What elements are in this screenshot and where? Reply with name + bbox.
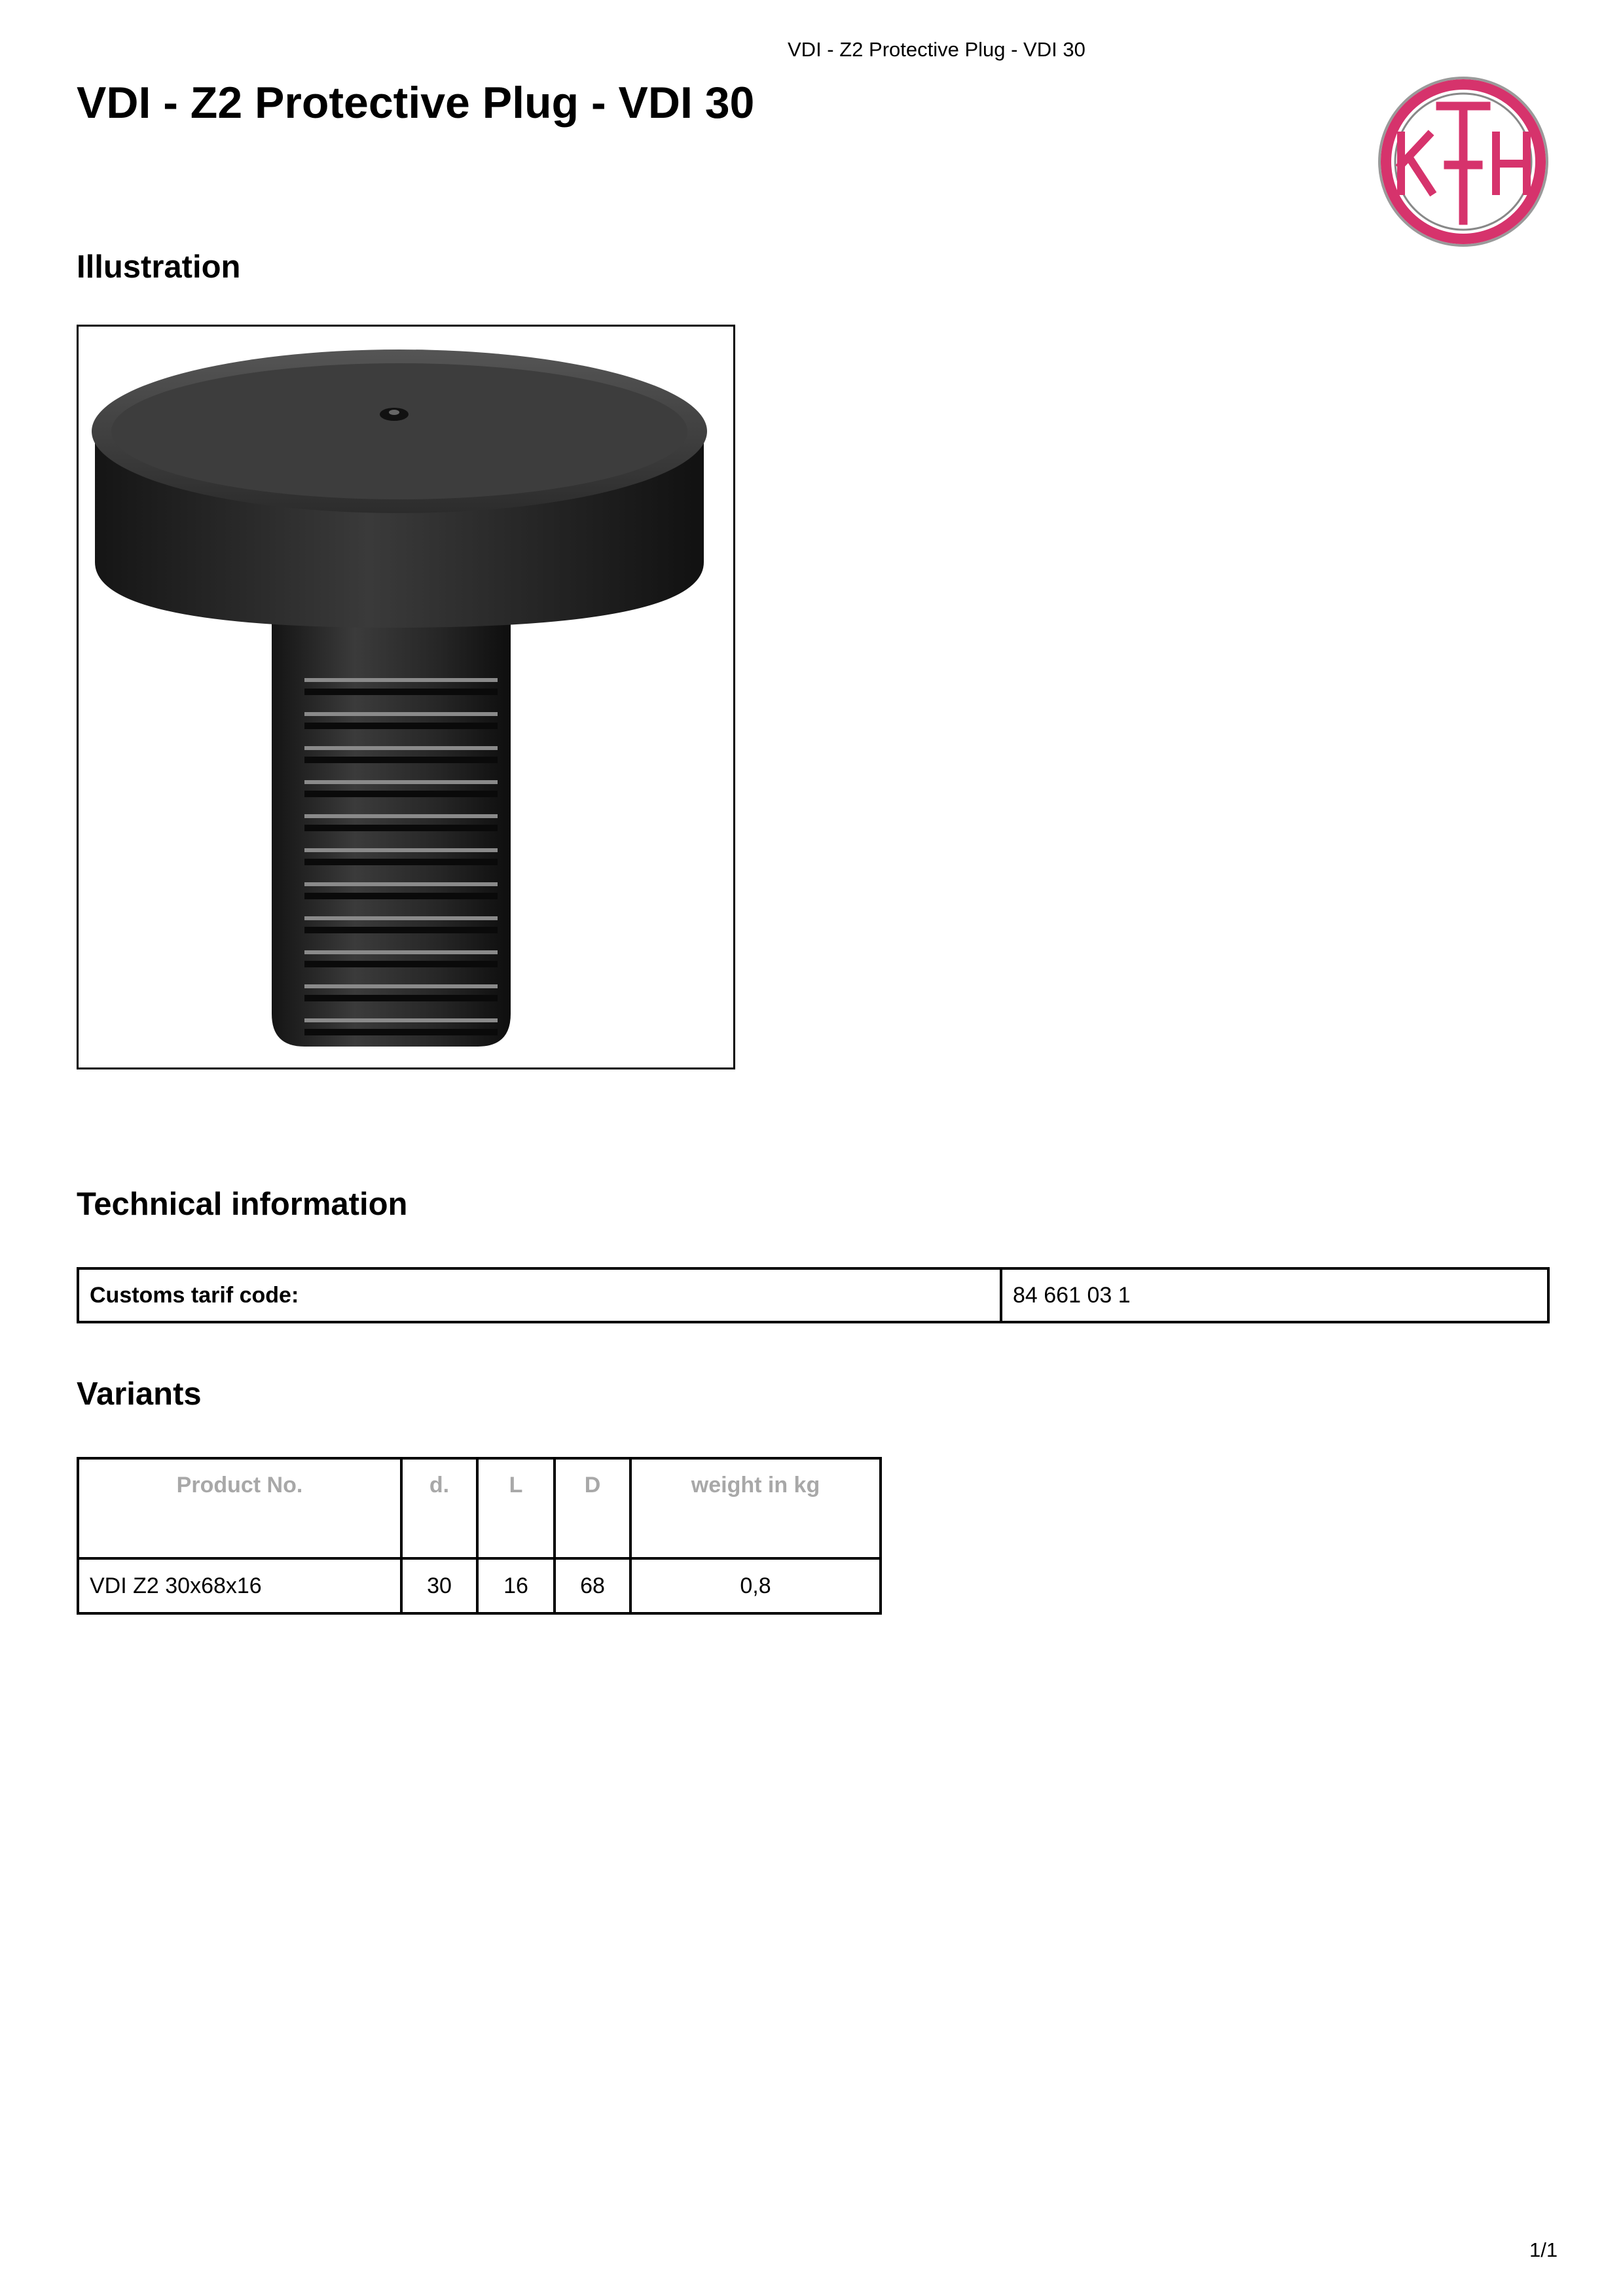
technical-info-heading: Technical information <box>77 1187 408 1222</box>
col-diameter: D <box>555 1458 630 1558</box>
illustration-heading: Illustration <box>77 249 241 285</box>
cell-weight: 0,8 <box>630 1558 881 1613</box>
col-d: d. <box>401 1458 477 1558</box>
kfh-logo-icon <box>1375 73 1552 250</box>
customs-code-value: 84 661 03 1 <box>1001 1268 1548 1322</box>
protective-plug-image <box>79 327 733 1067</box>
cell-product-no: VDI Z2 30x68x16 <box>78 1558 401 1613</box>
col-weight: weight in kg <box>630 1458 881 1558</box>
kfh-logo <box>1375 73 1552 250</box>
cell-d: 30 <box>401 1558 477 1613</box>
col-product-no: Product No. <box>78 1458 401 1558</box>
variants-table <box>77 1457 882 1615</box>
table-header-row <box>78 1458 881 1558</box>
table-row <box>78 1558 881 1613</box>
cell-l: 16 <box>477 1558 555 1613</box>
product-illustration <box>77 325 735 1069</box>
cell-diameter: 68 <box>555 1558 630 1613</box>
running-header: VDI - Z2 Protective Plug - VDI 30 <box>788 38 1085 61</box>
technical-info-table <box>77 1267 1550 1323</box>
customs-code-label: Customs tarif code: <box>78 1268 1001 1322</box>
table-row <box>78 1268 1548 1322</box>
page-number: 1/1 <box>1529 2238 1558 2261</box>
page-title: VDI - Z2 Protective Plug - VDI 30 <box>77 78 755 128</box>
col-l: L <box>477 1458 555 1558</box>
variants-heading: Variants <box>77 1376 202 1412</box>
